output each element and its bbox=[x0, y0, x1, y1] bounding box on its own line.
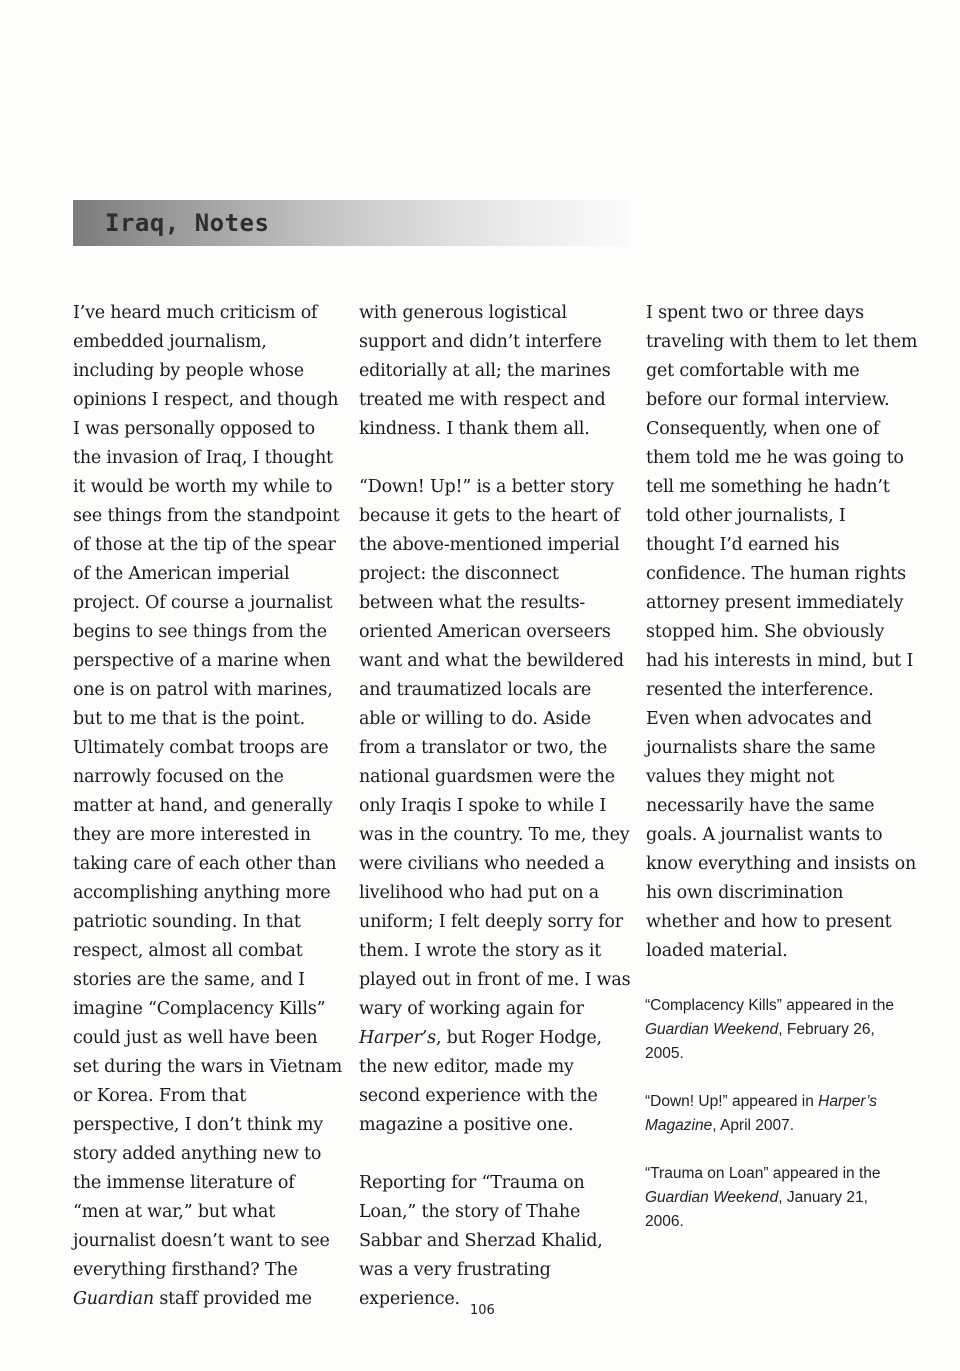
text-column-3 bbox=[646, 299, 918, 966]
section-title: Iraq, Notes bbox=[105, 209, 270, 237]
publication-notes bbox=[645, 994, 907, 1258]
publication-note: “Complacency Kills” appeared in the Guardian Weekend, February 26, 2005. bbox=[645, 997, 894, 1062]
publication-name: Guardian bbox=[73, 1289, 154, 1309]
body-text: I’ve heard much criticism of embedded journalism, including by people whose opinions I respect, and though I was personally opposed to the invasion of Iraq, I thought it would be worth my while to see things from the standpoint of those at the tip of the spear of the American imperial project. Of course a journalist begins to see things from the perspective of a marine when one is on patrol with marines, but to me that is the point. Ultimately combat troops are narrowly focused on the matter at hand, and generally they are more interested in taking care of each other than accomplishing anything more patriotic sounding. In that respect, almost all combat stories are the same, and I imagine “Complacency Kills” could just as well have been set during the wars in Vietnam or Korea. From that perspective, I don’t think my story added anything new to the immense literature of “men at war,” but what journalist doesn’t want to see everything firsthand? The bbox=[73, 303, 342, 1280]
body-paragraph-1-continued: with generous logistical support and didn’t interfere editorially at all; the marines treated me with respect and kindness. I thank them all. bbox=[359, 303, 611, 439]
body-text: “Down! Up!” is a better story because it gets to the heart of the above-mentioned imperial project: the disconnect between what the results-oriented American overseers want and what the bewildered and traumatized locals are able or willing to do. Aside from a translator or two, the national guardsmen were the only Iraqis I spoke to while I was in the country. To me, they were civilians who needed a livelihood who had put on a uniform; I felt deeply sorry for them. I wrote the story as it played out in front of me. I was wary of working again for bbox=[359, 477, 631, 1019]
body-paragraph-2 bbox=[359, 473, 631, 1140]
page-number: 106 bbox=[470, 1303, 495, 1318]
text-column-1 bbox=[73, 299, 343, 1314]
text-column-2 bbox=[359, 299, 631, 1314]
publication-name: Harper’s bbox=[359, 1028, 436, 1048]
body-paragraph-3-continued: I spent two or three days traveling with them to let them get comfortable with me before our formal interview. Consequently, when one of them told me he was going to tell me something he hadn’t told other journalists, I thought I’d earned his confidence. The human rights attorney present immediately stopped him. She obviously had his interests in mind, but I resented the interference. Even when advocates and journalists share the same values they might not necessarily have the same goals. A journalist wants to know everything and insists on his own discrimination whether and how to present loaded material. bbox=[646, 303, 918, 961]
publication-note: “Down! Up!” appeared in Harper’s Magazine, April 2007. bbox=[645, 1093, 878, 1134]
body-text: , but Roger Hodge, the new editor, made my second experience with the magazine a positive one. bbox=[359, 1028, 602, 1135]
body-text: staff provided me bbox=[153, 1289, 312, 1309]
publication-note: “Trauma on Loan” appeared in the Guardian Weekend, January 21, 2006. bbox=[645, 1165, 881, 1230]
body-paragraph-3: Reporting for “Trauma on Loan,” the story of Thahe Sabbar and Sherzad Khalid, was a very frustrating experience. bbox=[359, 1173, 603, 1309]
body-paragraph-1 bbox=[73, 299, 343, 1314]
